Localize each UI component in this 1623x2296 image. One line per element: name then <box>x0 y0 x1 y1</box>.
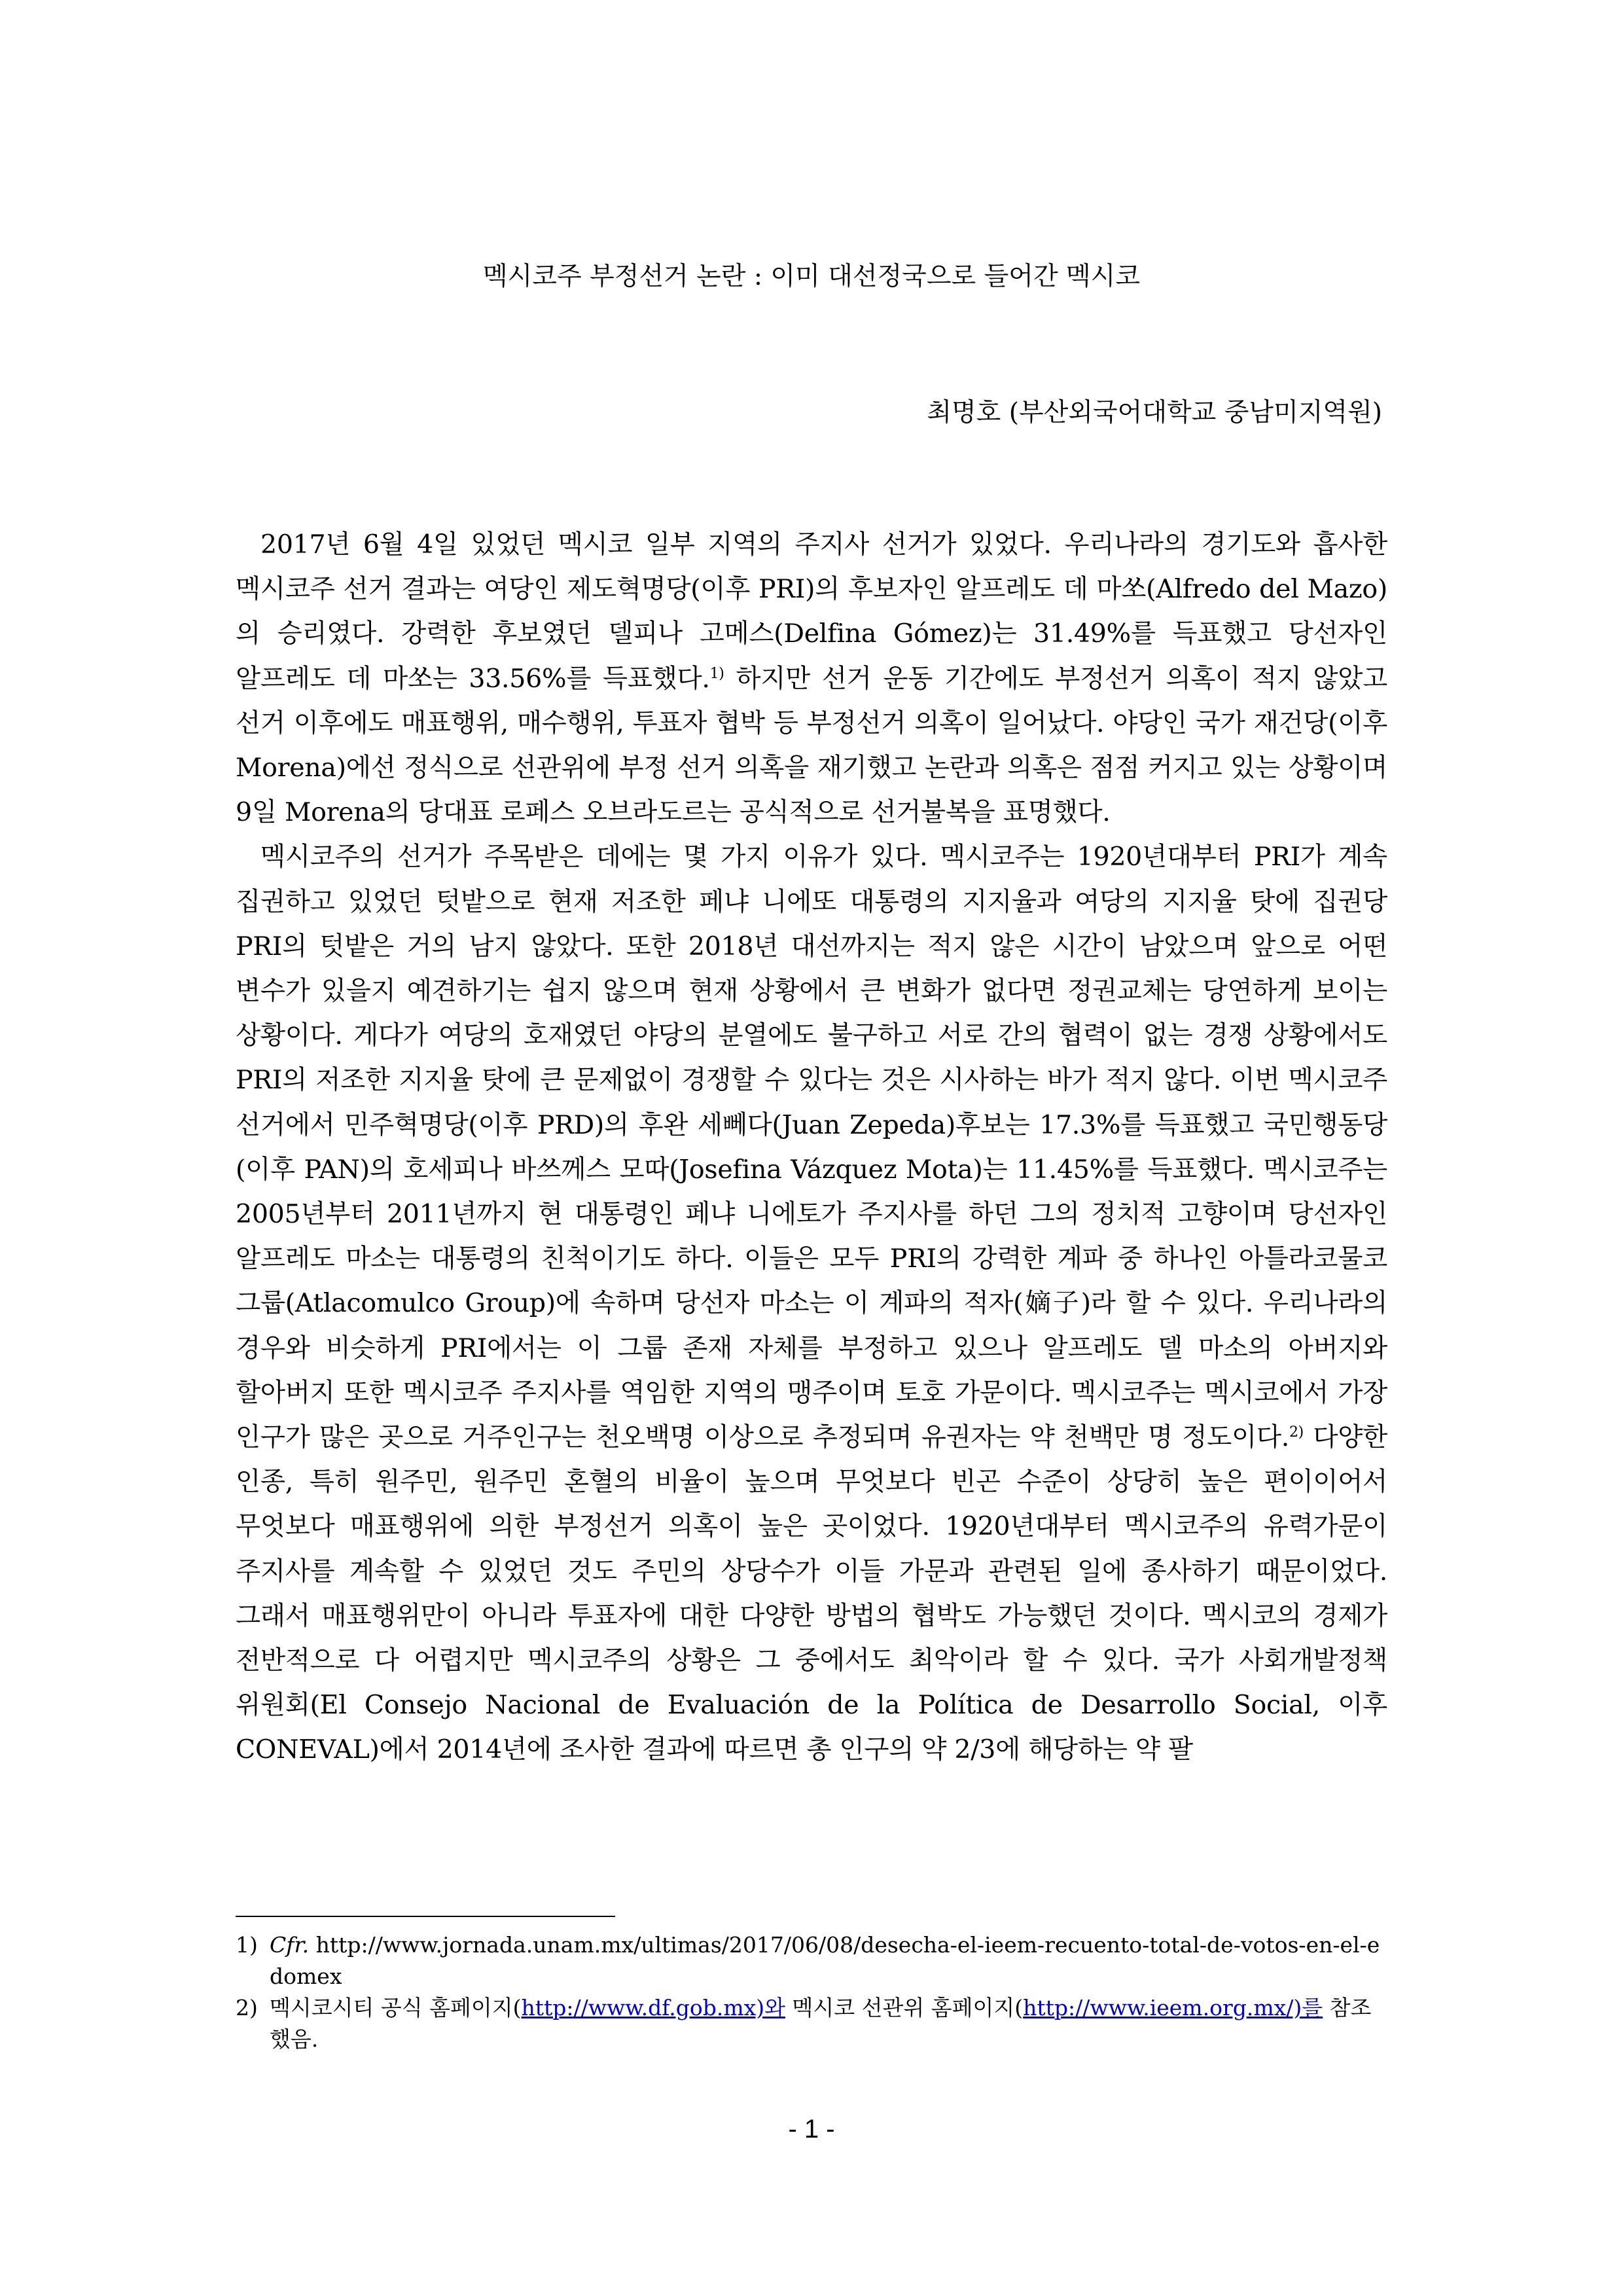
footnotes <box>236 1929 1387 2055</box>
footnote-2-link-ieem[interactable]: http://www.ieem.org.mx/)를 <box>1023 1995 1323 2020</box>
paragraph-1-text-b: 하지만 선거 운동 기간에도 부정선거 의혹이 적지 않았고 선거 이후에도 매표행위, 매수행위, 투표자 협박 등 부정선거 의혹이 일어났다. 야당인 국가 재건당(이후 Morena)에선 정식으로 선관위에 부정 선거 의혹을 재기했고 논란과 의혹은 점점 커지고 있는 상황이며 9일 Morena의 당대표 로페스 오브라도르는 공식적으로 선거불복을 표명했다. <box>236 663 1387 828</box>
page-number: - 1 - <box>788 2115 835 2144</box>
footnote-2-text-b: 멕시코 선관위 홈페이지( <box>785 1995 1024 2020</box>
footnote-1 <box>236 1929 1387 1992</box>
footnote-2-text-c: 참조했음. <box>270 1995 1372 2052</box>
document-title: 멕시코주 부정선거 논란 : 이미 대선정국으로 들어간 멕시코 <box>482 262 1141 291</box>
footnote-ref-2[interactable]: 2) <box>1289 1424 1304 1441</box>
paragraph-2-text-a: 멕시코주의 선거가 주목받은 데에는 몇 가지 이유가 있다. 멕시코주는 1920년대부터 PRI가 계속 집권하고 있었던 텃밭으로 현재 저조한 페냐 니에또 대통령의 지지율과 여당의 지지율 탓에 집권당 PRI의 텃밭은 거의 남지 않았다. 또한 2018년 대선까지는 적지 않은 시간이 남았으며 앞으로 어떤 변수가 있을지 예견하기는 쉽지 않으며 현재 상황에서 큰 변화가 없다면 정권교체는 당연하게 보이는 상황이다. 게다가 여당의 호재였던 야당의 분열에도 불구하고 서로 간의 협력이 없는 경쟁 상황에서도 PRI의 저조한 지지율 탓에 큰 문제없이 경쟁할 수 있다는 것은 시사하는 바가 적지 않다. 이번 멕시코주 선거에서 민주혁명당(이후 PRD)의 후완 세뻬다(Juan Zepeda)후보는 17.3%를 득표했고 국민행동당(이후 PAN)의 호세피나 바쓰께스 모따(Josefina Vázquez Mota)는 11.45%를 득표했다. 멕시코주는 2005년부터 2011년까지 현 대통령인 페냐 니에토가 주지사를 하던 그의 정치적 고향이며 당선자인 알프레도 마소는 대통령의 친척이기도 하다. 이들은 모두 PRI의 강력한 계파 중 하나인 아틀라코물코 그룹(Atlacomulco Group)에 속하며 당선자 마소는 이 계파의 적자(嫡子)라 할 수 있다. 우리나라의 경우와 비슷하게 PRI에서는 이 그룹 존재 자체를 부정하고 있으나 알프레도 델 마소의 아버지와 할아버지 또한 멕시코주 주지사를 역임한 지역의 맹주이며 토호 가문이다. 멕시코주는 멕시코에서 가장 인구가 많은 곳으로 거주인구는 천오백명 이상으로 추정되며 유권자는 약 천백만 명 정도이다. <box>236 842 1387 1453</box>
footnote-2-number: 2) <box>236 1995 258 2020</box>
footnote-ref-1[interactable]: 1) <box>709 665 724 682</box>
footnote-divider <box>236 1916 615 1917</box>
paragraph-2-text-b: 다양한 인종, 특히 원주민, 원주민 혼혈의 비율이 높으며 무엇보다 빈곤 수준이 상당히 높은 편이이어서 무엇보다 매표행위에 의한 부정선거 의혹이 높은 곳이었다. 1920년대부터 멕시코주의 유력가문이 주지사를 계속할 수 있었던 것도 주민의 상당수가 이들 가문과 관련된 일에 종사하기 때문이었다. 그래서 매표행위만이 아니라 투표자에 대한 다양한 방법의 협박도 가능했던 것이다. 멕시코의 경제가 전반적으로 다 어렵지만 멕시코주의 상황은 그 중에서도 최악이라 할 수 있다. 국가 사회개발정책 위원회(El Consejo Nacional de Evaluación de la Política de Desarrollo Social, 이후 CONEVAL)에서 2014년에 조사한 결과에 따르면 총 인구의 약 2/3에 해당하는 약 팔 <box>236 1422 1388 1765</box>
paragraph-2 <box>236 834 1387 1772</box>
footnote-1-url: http://www.jornada.unam.mx/ultimas/2017/06/08/desecha-el-ieem-recuento-total-de-votos-en-el-edomex <box>270 1932 1380 1989</box>
footnote-2 <box>236 1992 1387 2055</box>
paragraph-1 <box>236 522 1387 834</box>
paragraph-1-text-a: 2017년 6월 4일 있었던 멕시코 일부 지역의 주지사 선거가 있었다. 우리나라의 경기도와 흡사한 멕시코주 선거 결과는 여당인 제도혁명당(이후 PRI)의 후보자인 알프레도 데 마쏘(Alfredo del Mazo)의 승리였다. 강력한 후보였던 델피나 고메스(Delfina Gómez)는 31.49%를 득표했고 당선자인 알프레도 데 마쏘는 33.56%를 득표했다. <box>236 529 1387 694</box>
author-line: 최명호 (부산외국어대학교 중남미지역원) <box>927 398 1382 427</box>
footnote-2-link-dfgob[interactable]: http://www.df.gob.mx)와 <box>521 1995 785 2020</box>
article-body <box>236 522 1387 1772</box>
footnote-2-text-a: 멕시코시티 공식 홈페이지( <box>270 1995 522 2020</box>
footnote-1-number: 1) <box>236 1932 258 1958</box>
footnote-1-cfr: Cfr. <box>270 1932 310 1958</box>
